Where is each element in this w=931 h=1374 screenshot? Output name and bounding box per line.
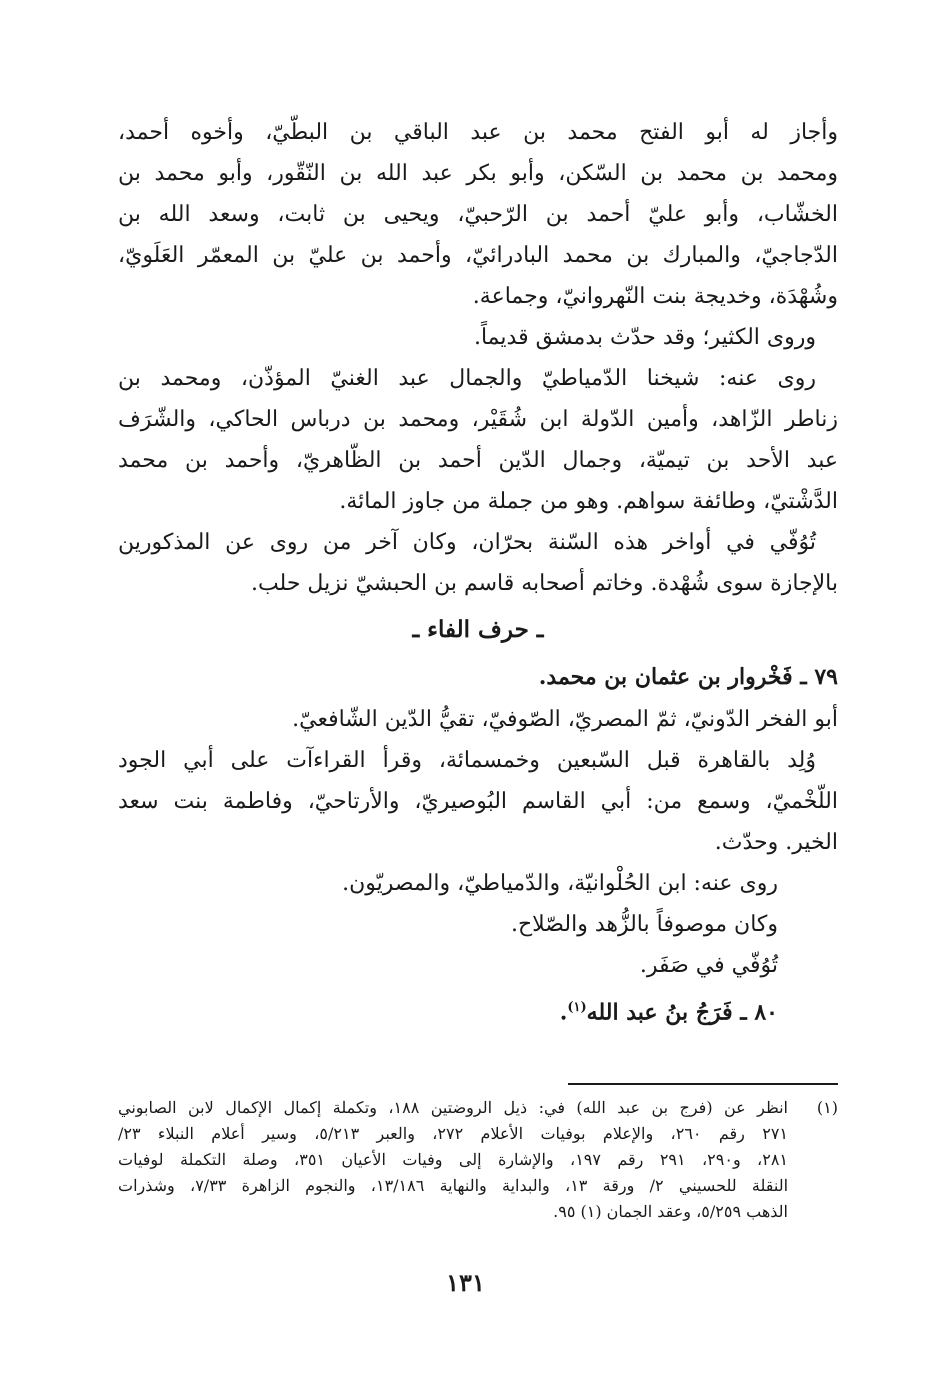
- footnote-number: (١): [816, 1098, 838, 1117]
- text-line: عبد الأحد بن تيميّة، وجمال الدّين أحمد بن الظّاهريّ، وأحمد بن محمد: [118, 448, 838, 473]
- entry-heading-79: ٧٩ ـ فَخْروار بن عثمان بن محمد.: [538, 664, 838, 690]
- text-line: بالإجازة سوى شُهْدة. وخاتم أصحابه قاسم بن الحبشيّ نزيل حلب.: [250, 571, 838, 596]
- text-line: وُلِد بالقاهرة قبل السّبعين وخمسمائة، وقرأ القراءآت على أبي الجود: [118, 748, 816, 773]
- text-line: روى عنه: شيخنا الدّمياطيّ والجمال عبد الغنيّ المؤذّن، ومحمد بن: [118, 366, 816, 391]
- text-line: ومحمد بن محمد بن السّكن، وأبو بكر عبد الله بن النّقّور، وأبو محمد بن: [118, 161, 838, 186]
- footnote-reference[interactable]: (١): [567, 1000, 587, 1015]
- page-number: ١٣١: [446, 1268, 485, 1297]
- text-line: تُوُفّي في أواخر هذه السّنة بحرّان، وكان آخر من روى عن المذكورين: [118, 530, 816, 555]
- footnotes: [118, 1095, 838, 1225]
- text-line: وأجاز له أبو الفتح محمد بن عبد الباقي بن البطّيّ، وأخوه أحمد،: [118, 120, 838, 145]
- text-line: وروى الكثير؛ وقد حدّث بدمشق قديماً.: [473, 325, 816, 350]
- main-text: [118, 112, 838, 1029]
- text-line: روى عنه: ابن الحُلْوانيّة، والدّمياطيّ، والمصريّون.: [342, 871, 778, 896]
- text-line: زناطر الزّاهد، وأمين الدّولة ابن شُقَيْر، ومحمد بن درباس الحاكي، والشّرَف: [118, 407, 838, 432]
- footnote-separator: [568, 1083, 838, 1085]
- text-line: أبو الفخر الدّونيّ، ثمّ المصريّ، الصّوفيّ، تقيُّ الدّين الشّافعيّ.: [292, 707, 838, 732]
- text-line: الخير. وحدّث.: [714, 830, 838, 855]
- text-line: وشُهْدَة، وخديجة بنت النّهروانيّ، وجماعة.: [472, 284, 838, 309]
- footnote-line: ٢٧١ رقم ٢٦٠، والإعلام بوفيات الأعلام ٢٧٢، والعبر ٥/٢١٣، وسير أعلام النبلاء ٢٣/: [118, 1124, 788, 1143]
- text-line: الدَّشْتيّ، وطائفة سواهم. وهو من جملة من جاوز المائة.: [339, 489, 838, 514]
- entry-80-end: .: [559, 999, 568, 1026]
- text-line: الخشّاب، وأبو عليّ أحمد بن الرّحبيّ، ويحيى بن ثابت، وسعد الله بن: [118, 202, 838, 227]
- footnote-line: النقلة للحسيني ٢/ ورقة ١٣، والبداية والنهاية ١٣/١٨٦، والنجوم الزاهرة ٧/٣٣، وشذرات: [118, 1176, 788, 1195]
- text-line: تُوُفّي في صَفَر.: [639, 953, 778, 978]
- text-line: اللّخْميّ، وسمع من: أبي القاسم البُوصيريّ، والأرتاحيّ، وفاطمة بنت سعد: [118, 789, 838, 814]
- footnote-line: الذهب ٥/٢٥٩، وعقد الجمان (١) ٩٥.: [553, 1202, 788, 1221]
- footnote-line: ٢٨١، و٢٩٠، ٢٩١ رقم ١٩٧، والإشارة إلى وفيات الأعيان ٣٥١، وصلة التكملة لوفيات: [118, 1150, 788, 1169]
- footnote-line: انظر عن (فرج بن عبد الله) في: ذيل الروضتين ١٨٨، وتكملة إكمال الإكمال لابن الصابوني: [118, 1098, 788, 1117]
- entry-80-title: ٨٠ ـ فَرَجُ بنُ عبد الله: [586, 999, 778, 1026]
- text-line: الدّجاجيّ، والمبارك بن محمد البادرائيّ، وأحمد بن عليّ بن المعمّر العَلَويّ،: [118, 243, 838, 268]
- section-heading: ـ حرف الفاء ـ: [412, 616, 544, 643]
- footnote-body: [118, 1095, 788, 1225]
- entry-heading-80: [118, 986, 838, 1029]
- text-line: وكان موصوفاً بالزُّهد والصّلاح.: [510, 912, 778, 937]
